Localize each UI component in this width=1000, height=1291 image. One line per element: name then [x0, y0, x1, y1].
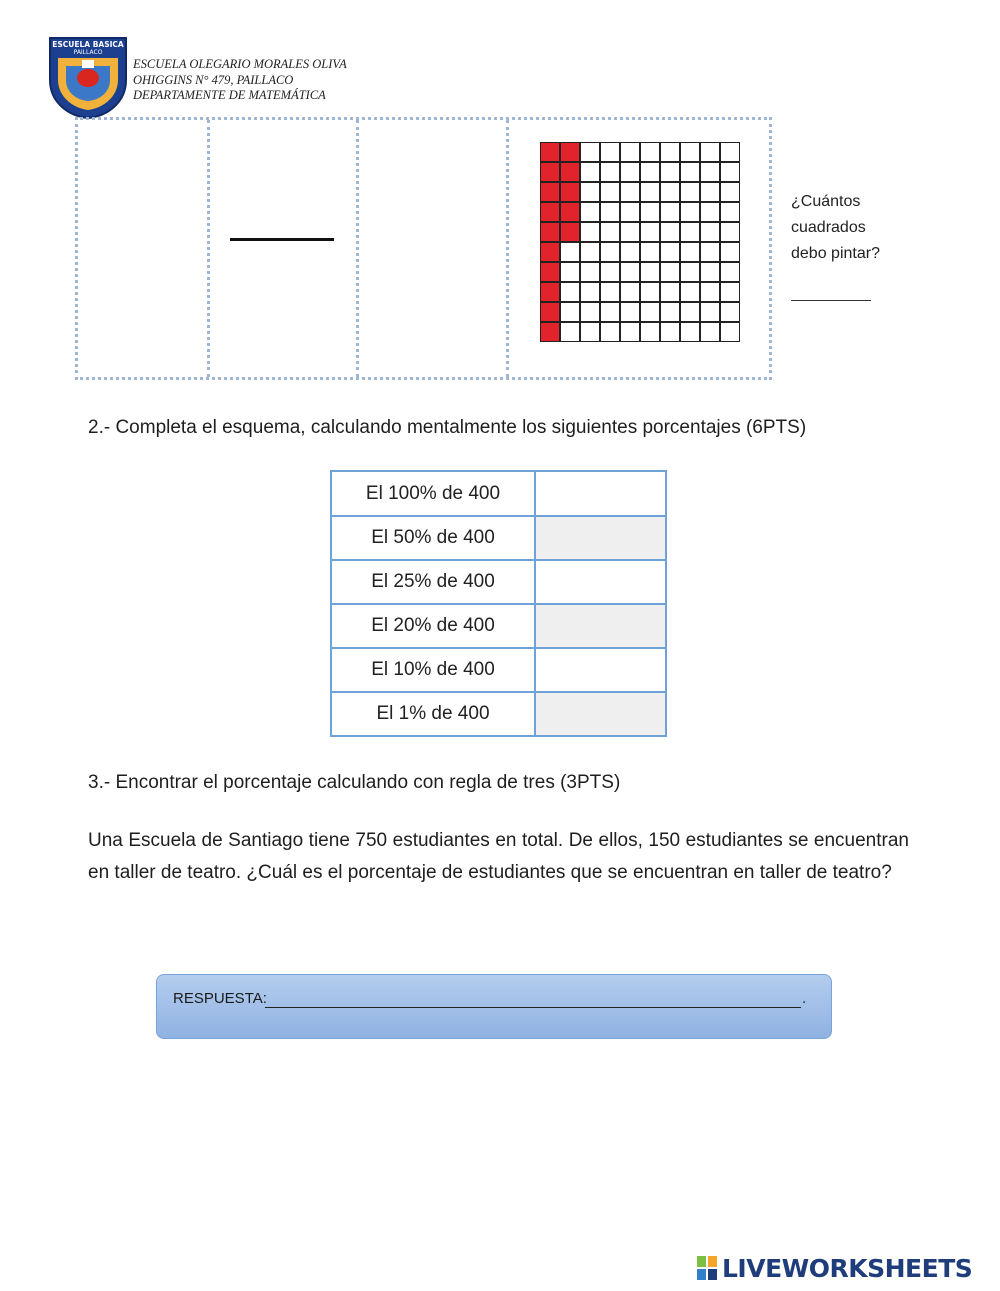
answer-input-line[interactable] — [265, 989, 801, 1008]
grid-cell[interactable] — [640, 182, 660, 202]
grid-cell[interactable] — [560, 322, 580, 342]
svg-text:ESCUELA BASICA: ESCUELA BASICA — [52, 40, 124, 49]
grid-cell[interactable] — [720, 142, 740, 162]
grid-cell[interactable] — [600, 242, 620, 262]
grid-cell[interactable] — [620, 282, 640, 302]
school-logo — [48, 36, 128, 120]
grid-cell[interactable] — [580, 262, 600, 282]
grid-cell[interactable] — [560, 282, 580, 302]
question-answer-blank[interactable] — [791, 282, 871, 301]
grid-cell[interactable] — [620, 302, 640, 322]
percent-answer-cell[interactable] — [535, 692, 666, 736]
percent-label: El 100% de 400 — [331, 471, 535, 516]
grid-cell-painted[interactable] — [540, 282, 560, 302]
grid-cell[interactable] — [660, 222, 680, 242]
grid-cell[interactable] — [640, 202, 660, 222]
grid-cell[interactable] — [700, 162, 720, 182]
grid-cell[interactable] — [700, 202, 720, 222]
grid-cell[interactable] — [620, 162, 640, 182]
hundred-grid — [540, 142, 740, 342]
grid-cell[interactable] — [660, 142, 680, 162]
grid-cell[interactable] — [640, 222, 660, 242]
grid-cell[interactable] — [700, 302, 720, 322]
grid-cell[interactable] — [640, 322, 660, 342]
school-name: ESCUELA OLEGARIO MORALES OLIVA — [133, 57, 347, 71]
liveworksheets-icon — [697, 1256, 719, 1282]
grid-cell-painted[interactable] — [540, 222, 560, 242]
percent-row — [331, 692, 666, 736]
answer-end-mark: . — [802, 990, 807, 1007]
grid-cell[interactable] — [720, 222, 740, 242]
percent-answer-cell[interactable] — [535, 560, 666, 604]
school-department: DEPARTAMENTE DE MATEMÁTICA — [133, 88, 326, 102]
grid-cell[interactable] — [660, 282, 680, 302]
grid-question — [791, 189, 880, 267]
percent-label: El 20% de 400 — [331, 604, 535, 648]
grid-cell-painted[interactable] — [560, 142, 580, 162]
percent-answer-cell[interactable] — [535, 604, 666, 648]
grid-cell[interactable] — [720, 302, 740, 322]
grid-cell[interactable] — [640, 162, 660, 182]
percent-label: El 1% de 400 — [331, 692, 535, 736]
grid-cell[interactable] — [580, 322, 600, 342]
grid-cell-painted[interactable] — [560, 202, 580, 222]
grid-cell[interactable] — [580, 242, 600, 262]
grid-cell[interactable] — [640, 142, 660, 162]
grid-cell[interactable] — [620, 322, 640, 342]
grid-cell-painted[interactable] — [540, 182, 560, 202]
grid-cell[interactable] — [600, 162, 620, 182]
answer-label: RESPUESTA: — [173, 990, 267, 1007]
grid-cell[interactable] — [720, 202, 740, 222]
grid-cell[interactable] — [600, 282, 620, 302]
grid-cell[interactable] — [720, 262, 740, 282]
grid-cell[interactable] — [700, 142, 720, 162]
grid-cell[interactable] — [620, 242, 640, 262]
grid-cell[interactable] — [700, 322, 720, 342]
question-line: cuadrados — [791, 219, 866, 236]
grid-cell[interactable] — [600, 322, 620, 342]
grid-cell[interactable] — [660, 322, 680, 342]
grid-cell[interactable] — [660, 302, 680, 322]
school-crest-icon — [48, 36, 128, 120]
grid-cell[interactable] — [680, 282, 700, 302]
grid-cell-painted[interactable] — [540, 142, 560, 162]
grid-cell[interactable] — [720, 182, 740, 202]
grid-cell[interactable] — [720, 322, 740, 342]
grid-cell[interactable] — [580, 282, 600, 302]
grid-cell[interactable] — [640, 302, 660, 322]
svg-text:PAILLACO: PAILLACO — [73, 49, 103, 56]
grid-cell[interactable] — [680, 262, 700, 282]
grid-cell[interactable] — [700, 182, 720, 202]
grid-cell[interactable] — [560, 262, 580, 282]
grid-cell[interactable] — [660, 262, 680, 282]
school-address — [133, 57, 347, 104]
percent-label: El 10% de 400 — [331, 648, 535, 692]
grid-cell-painted[interactable] — [540, 242, 560, 262]
grid-cell[interactable] — [600, 142, 620, 162]
grid-cell[interactable] — [620, 142, 640, 162]
grid-cell[interactable] — [680, 202, 700, 222]
grid-cell-painted[interactable] — [560, 222, 580, 242]
grid-cell[interactable] — [680, 242, 700, 262]
grid-cell[interactable] — [700, 282, 720, 302]
box-divider — [207, 120, 210, 377]
percent-label: El 25% de 400 — [331, 560, 535, 604]
grid-cell-painted[interactable] — [540, 302, 560, 322]
fraction-bar — [230, 238, 334, 241]
school-street: OHIGGINS N° 479, PAILLACO — [133, 72, 294, 87]
grid-cell[interactable] — [660, 162, 680, 182]
grid-cell[interactable] — [600, 202, 620, 222]
brand-name: LIVEWORKSHEETS — [722, 1254, 973, 1283]
liveworksheets-brand — [697, 1254, 972, 1283]
answer-box — [156, 974, 832, 1039]
box-divider — [506, 120, 509, 377]
grid-cell[interactable] — [680, 142, 700, 162]
percent-row — [331, 516, 666, 560]
grid-cell-painted[interactable] — [540, 162, 560, 182]
grid-cell[interactable] — [580, 182, 600, 202]
box-divider — [356, 120, 359, 377]
grid-cell[interactable] — [660, 182, 680, 202]
grid-cell[interactable] — [720, 282, 740, 302]
grid-cell[interactable] — [600, 182, 620, 202]
grid-cell-painted[interactable] — [560, 182, 580, 202]
percent-answer-cell[interactable] — [535, 516, 666, 560]
section-2-heading: 2.- Completa el esquema, calculando mentalmente los siguientes porcentajes (6PTS) — [88, 417, 807, 438]
percent-table — [330, 470, 667, 737]
grid-cell[interactable] — [720, 242, 740, 262]
grid-cell[interactable] — [640, 282, 660, 302]
grid-cell[interactable] — [620, 262, 640, 282]
grid-cell-painted[interactable] — [540, 262, 560, 282]
grid-cell[interactable] — [700, 222, 720, 242]
grid-cell[interactable] — [680, 322, 700, 342]
grid-cell[interactable] — [660, 202, 680, 222]
grid-cell[interactable] — [680, 162, 700, 182]
grid-cell-painted[interactable] — [540, 202, 560, 222]
percent-row — [331, 471, 666, 516]
grid-cell[interactable] — [660, 242, 680, 262]
grid-cell[interactable] — [680, 302, 700, 322]
grid-cell[interactable] — [580, 142, 600, 162]
percent-answer-cell[interactable] — [535, 471, 666, 516]
grid-cell[interactable] — [560, 302, 580, 322]
grid-cell[interactable] — [640, 262, 660, 282]
grid-cell[interactable] — [600, 262, 620, 282]
grid-cell[interactable] — [620, 222, 640, 242]
grid-cell[interactable] — [700, 262, 720, 282]
grid-cell[interactable] — [580, 302, 600, 322]
grid-cell[interactable] — [700, 242, 720, 262]
grid-cell[interactable] — [560, 242, 580, 262]
question-line: debo pintar? — [791, 245, 880, 262]
grid-cell[interactable] — [580, 222, 600, 242]
grid-cell[interactable] — [720, 162, 740, 182]
percent-row — [331, 648, 666, 692]
grid-cell[interactable] — [620, 202, 640, 222]
grid-cell[interactable] — [580, 202, 600, 222]
grid-cell-painted[interactable] — [560, 162, 580, 182]
grid-cell[interactable] — [580, 162, 600, 182]
problem-text: Una Escuela de Santiago tiene 750 estudiantes en total. De ellos, 150 estudiantes se encuentran en taller de teatro. ¿Cuál es el porcentaje de estudiantes que se encuentran en taller de teatro? — [88, 830, 909, 883]
grid-cell[interactable] — [680, 222, 700, 242]
grid-cell[interactable] — [600, 222, 620, 242]
section-3-heading: 3.- Encontrar el porcentaje calculando con regla de tres (3PTS) — [88, 772, 621, 793]
percent-answer-cell[interactable] — [535, 648, 666, 692]
question-line: ¿Cuántos — [791, 193, 861, 210]
percent-row — [331, 604, 666, 648]
percent-row — [331, 560, 666, 604]
grid-cell[interactable] — [680, 182, 700, 202]
grid-cell[interactable] — [620, 182, 640, 202]
grid-cell[interactable] — [600, 302, 620, 322]
grid-cell-painted[interactable] — [540, 322, 560, 342]
grid-cell[interactable] — [640, 242, 660, 262]
percent-label: El 50% de 400 — [331, 516, 535, 560]
